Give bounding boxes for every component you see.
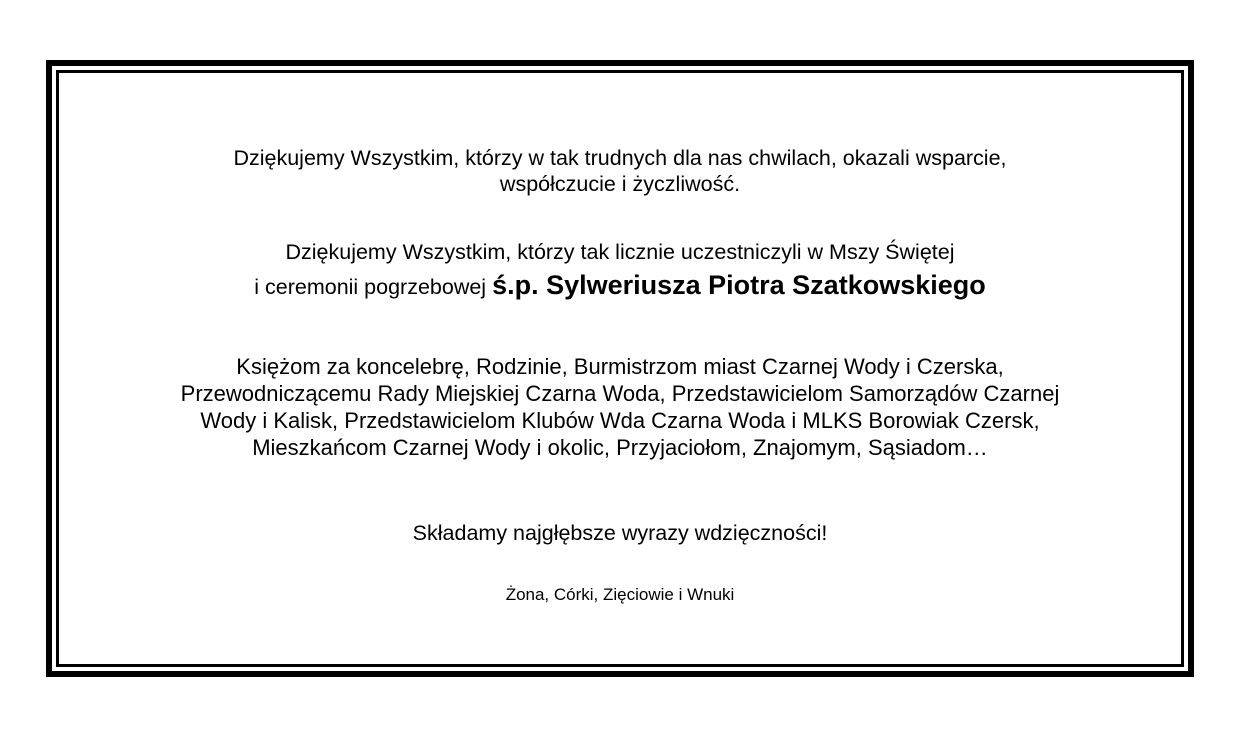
acknowledgements-line-2: Przewodniczącemu Rady Miejskiej Czarna Woda, Przedstawicielom Samorządów Czarnej [180,381,1060,406]
thanks-support-line-2: współczucie i życzliwość. [499,172,741,196]
thanks-attendance-line-1: Dziękujemy Wszystkim, którzy tak licznie uczestniczyli w Mszy Świętej [285,240,955,264]
thanks-attendance-paragraph [59,239,1181,307]
acknowledgements-line-3: Wody i Kalisk, Przedstawicielom Klubów Wda Czarna Woda i MLKS Borowiak Czersk, [200,408,1040,433]
thanks-support-paragraph [59,145,1181,197]
acknowledgements-paragraph [59,353,1181,461]
notice-border-outer [46,60,1194,677]
acknowledgements-line-4: Mieszkańcom Czarnej Wody i okolic, Przyjaciołom, Znajomym, Sąsiadom… [252,435,988,460]
thanks-support-line-1: Dziękujemy Wszystkim, którzy w tak trudnych dla nas chwilach, okazali wsparcie, [233,146,1007,170]
thanks-attendance-line-2 [59,265,1181,307]
gratitude-line: Składamy najgłębsze wyrazy wdzięczności! [412,521,828,545]
ceremony-text: i ceremonii pogrzebowej [254,275,493,299]
deceased-name: ś.p. Sylweriusza Piotra Szatkowskiego [492,270,986,300]
signature: Żona, Córki, Zięciowie i Wnuki [505,585,735,604]
acknowledgements-line-1: Księżom za koncelebrę, Rodzinie, Burmistrzom miast Czarnej Wody i Czerska, [236,354,1004,379]
notice-border-inner [56,70,1184,667]
